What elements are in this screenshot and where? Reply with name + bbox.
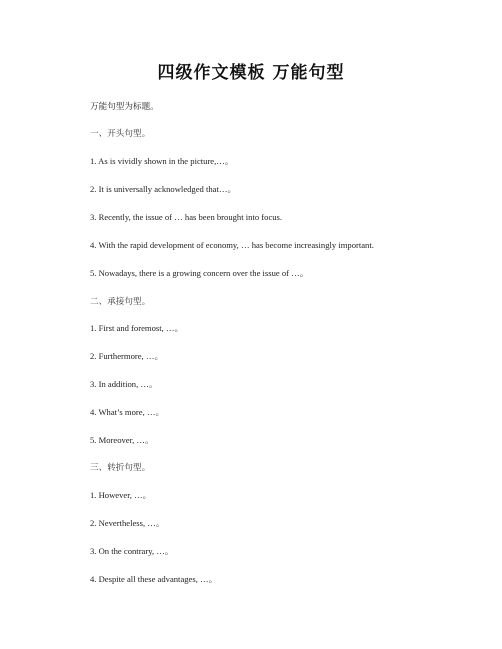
document-title: 四级作文模板 万能句型 bbox=[157, 63, 345, 83]
list-item: 3. In addition, …。 bbox=[90, 379, 158, 389]
list-item: 5. Nowadays, there is a growing concern over the issue of …。 bbox=[90, 268, 309, 278]
list-item: 3. Recently, the issue of … has been brought into focus. bbox=[90, 212, 283, 222]
list-item: 4. Despite all these advantages, …。 bbox=[90, 574, 218, 584]
list-item: 5. Moreover, …。 bbox=[90, 435, 154, 445]
list-item: 1. As is vividly shown in the picture,…。 bbox=[90, 156, 234, 166]
section-heading-transition: 二、承接句型。 bbox=[90, 296, 151, 306]
list-item: 3. On the contrary, …。 bbox=[90, 546, 174, 556]
list-item: 4. What’s more, …。 bbox=[90, 407, 165, 417]
list-item: 2. Furthermore, …。 bbox=[90, 351, 164, 361]
section-heading-contrast: 三、转折句型。 bbox=[90, 462, 151, 472]
list-item: 2. Nevertheless, …。 bbox=[90, 518, 165, 528]
list-item: 1. However, …。 bbox=[90, 490, 152, 500]
list-item: 4. With the rapid development of economy, … has become increasingly important. bbox=[90, 240, 374, 250]
list-item: 1. First and foremost, …。 bbox=[90, 323, 184, 333]
section-heading-opening: 一、开头句型。 bbox=[90, 128, 151, 138]
intro-text: 万能句型为标题。 bbox=[90, 101, 159, 111]
list-item: 2. It is universally acknowledged that…。 bbox=[90, 184, 237, 194]
